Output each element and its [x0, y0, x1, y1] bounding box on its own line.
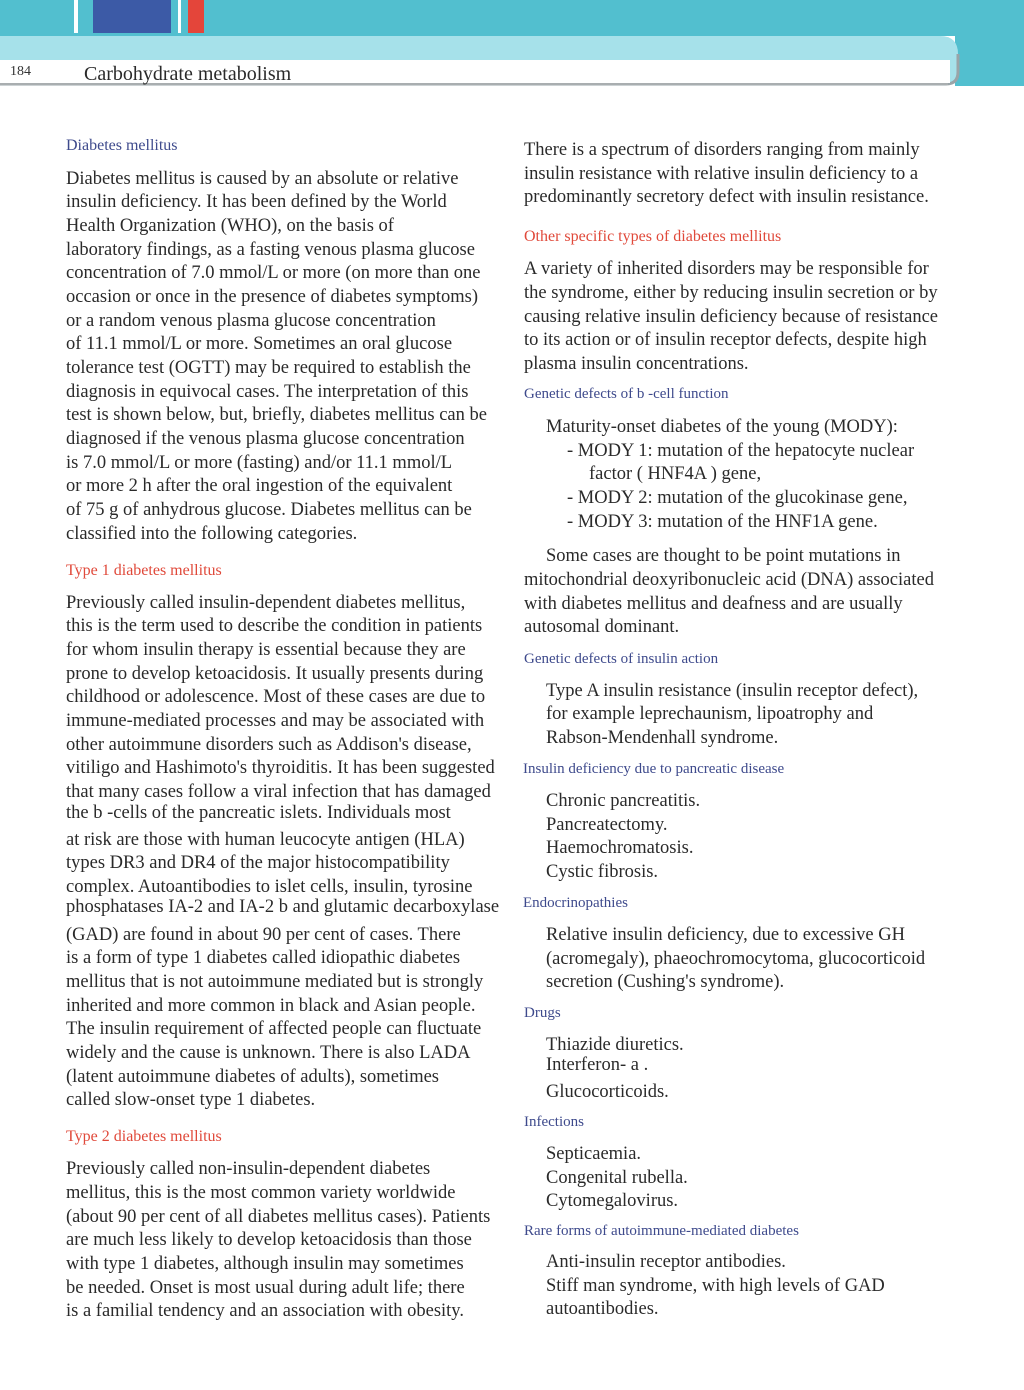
heading-endocrinopathies: Endocrinopathies [523, 895, 628, 911]
text-line: There is a spectrum of disorders ranging from mainly [524, 140, 920, 160]
text-line: or more 2 h after the oral ingestion of the equivalent [66, 476, 453, 496]
text-line: The insulin requirement of affected people can fluctuate [66, 1019, 482, 1039]
text-line: concentration of 7.0 mmol/L or more (on more than one [66, 263, 481, 283]
list-item: for example leprechaunism, lipoatrophy and [546, 704, 874, 724]
text-line: classified into the following categories. [66, 524, 358, 544]
list-item: Cytomegalovirus. [546, 1191, 679, 1211]
heading-genetic-b-cell: Genetic defects of b -cell function [524, 386, 729, 402]
text-line: A variety of inherited disorders may be responsible for [524, 259, 929, 279]
text-line: for whom insulin therapy is essential because they are [66, 640, 466, 660]
text-line: is a familial tendency and an association with obesity. [66, 1301, 464, 1321]
text-line: diagnosis in equivocal cases. The interpretation of this [66, 382, 469, 402]
text-line: of 75 g of anhydrous glucose. Diabetes mellitus can be [66, 500, 472, 520]
list-item: Interferon- a . [546, 1055, 649, 1075]
text-line: widely and the cause is unknown. There is also LADA [66, 1043, 471, 1063]
heading-type-2: Type 2 diabetes mellitus [66, 1128, 222, 1145]
text-line: this is the term used to describe the condition in patients [66, 616, 483, 636]
text-line: prone to develop ketoacidosis. It usually presents during [66, 664, 484, 684]
list-item: Pancreatectomy. [546, 815, 668, 835]
list-item: factor ( HNF4A ) gene, [589, 464, 762, 484]
heading-genetic-insulin-action: Genetic defects of insulin action [524, 651, 719, 667]
text-line: occasion or once in the presence of diabetes symptoms) [66, 287, 479, 307]
text-line: the syndrome, either by reducing insulin secretion or by [524, 283, 938, 303]
list-item: Type A insulin resistance (insulin receptor defect), [546, 681, 919, 701]
banner-white-stripe [74, 0, 78, 33]
list-item: Stiff man syndrome, with high levels of GAD [546, 1276, 885, 1296]
list-item: Haemochromatosis. [546, 838, 694, 858]
list-item: Maturity-onset diabetes of the young (MODY): [546, 417, 898, 437]
text-line: childhood or adolescence. Most of these cases are due to [66, 687, 486, 707]
text-line: to its action or of insulin receptor defects, despite high [524, 330, 927, 350]
list-item: Thiazide diuretics. [546, 1035, 684, 1055]
page-number: 184 [10, 64, 31, 79]
text-line: causing relative insulin deficiency because of resistance [524, 307, 939, 327]
banner-white-stripe-2 [178, 0, 181, 33]
heading-diabetes-mellitus: Diabetes mellitus [66, 137, 178, 154]
header-banner [0, 0, 1024, 110]
text-line: Diabetes mellitus is caused by an absolute or relative [66, 169, 459, 189]
text-line: Previously called non-insulin-dependent diabetes [66, 1159, 431, 1179]
heading-infections: Infections [524, 1114, 584, 1130]
text-line: tolerance test (OGTT) may be required to establish the [66, 358, 471, 378]
list-item: - MODY 1: mutation of the hepatocyte nuclear [567, 441, 915, 461]
list-item: Relative insulin deficiency, due to excessive GH [546, 925, 905, 945]
text-line: Some cases are thought to be point mutations in [546, 546, 901, 566]
list-item: secretion (Cushing's syndrome). [546, 972, 785, 992]
list-item: - MODY 3: mutation of the HNF1A gene. [567, 512, 878, 532]
text-line: other autoimmune disorders such as Addison's disease, [66, 735, 472, 755]
text-line: that many cases follow a viral infection that has damaged [66, 782, 491, 802]
text-line: phosphatases IA-2 and IA-2 b and glutamic decarboxylase [66, 897, 500, 917]
text-line: inherited and more common in black and Asian people. [66, 996, 476, 1016]
text-line: test is shown below, but, briefly, diabetes mellitus can be [66, 405, 487, 425]
text-line: called slow-onset type 1 diabetes. [66, 1090, 316, 1110]
text-line: (about 90 per cent of all diabetes mellitus cases). Patients [66, 1207, 491, 1227]
text-line: plasma insulin concentrations. [524, 354, 749, 374]
running-title: Carbohydrate metabolism [84, 63, 292, 85]
text-line: insulin deficiency. It has been defined by the World [66, 192, 447, 212]
list-item: Septicaemia. [546, 1144, 642, 1164]
heading-drugs: Drugs [524, 1005, 561, 1021]
list-item: (acromegaly), phaeochromocytoma, glucocorticoid [546, 949, 926, 969]
banner-navy-block [93, 0, 171, 33]
heading-rare-autoimmune: Rare forms of autoimmune-mediated diabetes [524, 1223, 799, 1239]
banner-graphic [0, 0, 1024, 110]
banner-red-block [188, 0, 204, 33]
list-item: Rabson-Mendenhall syndrome. [546, 728, 779, 748]
text-line: complex. Autoantibodies to islet cells, insulin, tyrosine [66, 877, 473, 897]
heading-other-specific-types: Other specific types of diabetes mellitus [524, 228, 782, 245]
text-line: with diabetes mellitus and deafness and are usually [524, 594, 903, 614]
text-line: or a random venous plasma glucose concentration [66, 311, 436, 331]
text-line: of 11.1 mmol/L or more. Sometimes an oral glucose [66, 334, 453, 354]
list-item: Anti-insulin receptor antibodies. [546, 1252, 786, 1272]
text-line: Health Organization (WHO), on the basis of [66, 216, 394, 236]
text-line: the b -cells of the pancreatic islets. Individuals most [66, 803, 451, 823]
heading-type-1: Type 1 diabetes mellitus [66, 562, 222, 579]
text-line: are much less likely to develop ketoacidosis than those [66, 1230, 472, 1250]
text-line: immune-mediated processes and may be associated with [66, 711, 485, 731]
list-item: Congenital rubella. [546, 1168, 688, 1188]
list-item: autoantibodies. [546, 1299, 659, 1319]
list-item: Cystic fibrosis. [546, 862, 659, 882]
banner-teal-right [955, 30, 1024, 86]
text-line: autosomal dominant. [524, 617, 680, 637]
heading-pancreatic-disease: Insulin deficiency due to pancreatic disease [523, 761, 785, 777]
text-line: diagnosed if the venous plasma glucose concentration [66, 429, 465, 449]
text-line: (GAD) are found in about 90 per cent of cases. There [66, 925, 461, 945]
text-line: insulin resistance with relative insulin deficiency to a [524, 164, 919, 184]
text-line: predominantly secretory defect with insulin resistance. [524, 187, 929, 207]
text-line: mellitus, this is the most common variety worldwide [66, 1183, 456, 1203]
text-line: types DR3 and DR4 of the major histocompatibility [66, 853, 450, 873]
text-line: mitochondrial deoxyribonucleic acid (DNA) associated [524, 570, 934, 590]
text-line: is a form of type 1 diabetes called idiopathic diabetes [66, 948, 461, 968]
text-line: with type 1 diabetes, although insulin may sometimes [66, 1254, 464, 1274]
text-line: (latent autoimmune diabetes of adults), sometimes [66, 1067, 439, 1087]
text-line: be needed. Onset is most usual during adult life; there [66, 1278, 465, 1298]
list-item: Glucocorticoids. [546, 1082, 669, 1102]
list-item: - MODY 2: mutation of the glucokinase gene, [567, 488, 908, 508]
text-line: vitiligo and Hashimoto's thyroiditis. It has been suggested [66, 758, 495, 778]
text-line: is 7.0 mmol/L or more (fasting) and/or 11.1 mmol/L [66, 453, 453, 473]
text-line: laboratory findings, as a fasting venous plasma glucose [66, 240, 475, 260]
text-line: mellitus that is not autoimmune mediated but is strongly [66, 972, 484, 992]
text-line: Previously called insulin-dependent diabetes mellitus, [66, 593, 466, 613]
text-line: at risk are those with human leucocyte antigen (HLA) [66, 830, 465, 850]
list-item: Chronic pancreatitis. [546, 791, 701, 811]
